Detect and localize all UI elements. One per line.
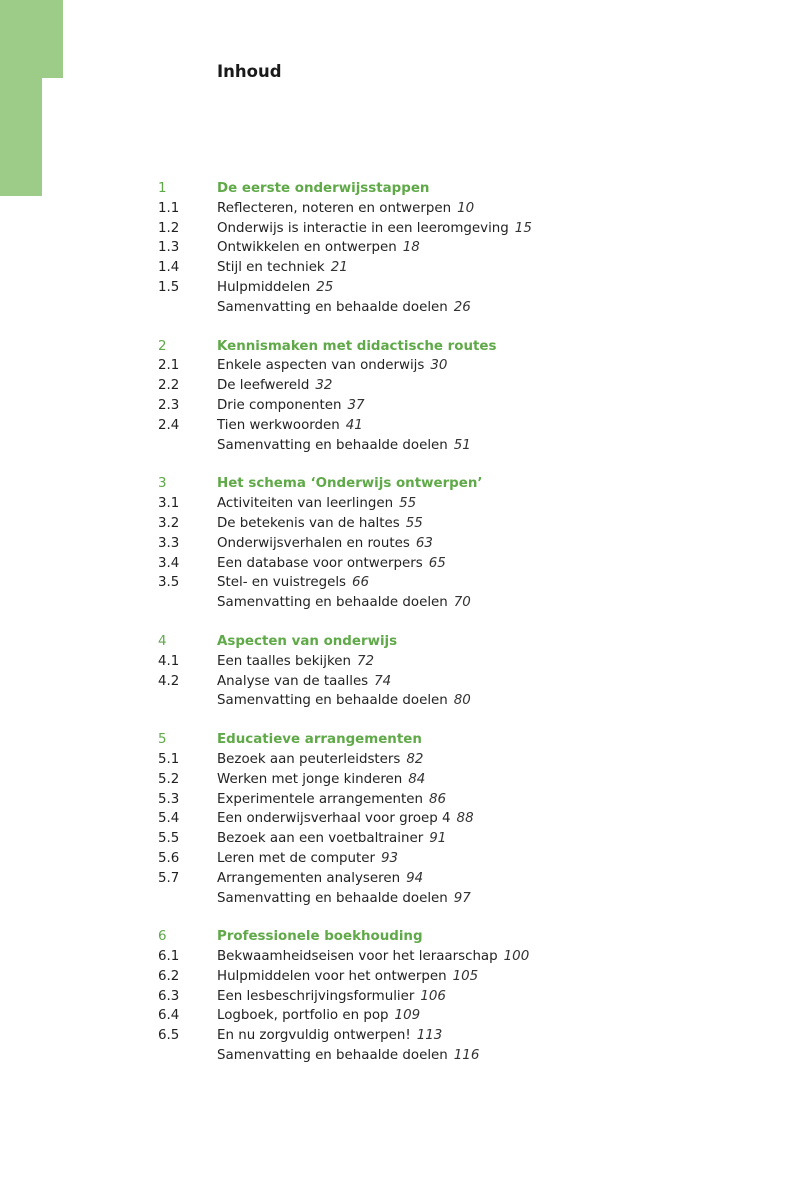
chapter-heading-row[interactable] [0,337,812,357]
section-page-number: 66 [352,575,370,591]
section-page-number: 55 [405,515,423,531]
section-entry [217,790,446,810]
chapter-heading-row[interactable] [0,474,812,494]
section-title: Bezoek aan een voetbaltrainer [217,831,424,847]
section-row[interactable] [0,278,812,298]
section-title: Reflecteren, noteren en ontwerpen [217,200,452,216]
section-title: Een lesbeschrijvingsformulier [217,988,415,1004]
section-number: 5.2 [158,771,180,787]
section-title: Bezoek aan peuterleidsters [217,751,401,767]
section-number: 3.4 [158,555,180,571]
section-title: Enkele aspecten van onderwijs [217,358,425,374]
section-page-number: 15 [514,220,532,236]
section-entry [217,1026,442,1046]
section-number: 5.6 [158,850,180,866]
section-row[interactable] [0,967,812,987]
section-page-number: 37 [347,397,365,413]
section-entry [217,1046,479,1066]
section-row[interactable] [0,436,812,456]
section-page-number: 65 [428,555,446,571]
section-row[interactable] [0,770,812,790]
section-page-number: 94 [406,870,424,886]
chapter-number: 1 [158,181,167,196]
section-page-number: 25 [316,279,334,295]
section-row[interactable] [0,416,812,436]
section-number: 6.4 [158,1008,180,1024]
section-title: De betekenis van de haltes [217,515,400,531]
section-entry [217,573,369,593]
section-page-number: 51 [453,437,471,453]
section-title: Stel- en vuistregels [217,575,347,591]
section-entry [217,258,348,278]
section-row[interactable] [0,1026,812,1046]
section-page-number: 109 [394,1008,421,1024]
section-page-number: 72 [356,653,374,669]
section-title: Samenvatting en behaalde doelen [217,595,448,611]
section-page-number: 116 [453,1048,480,1064]
section-title: Onderwijs is interactie in een leeromgeving [217,220,509,236]
section-title: Samenvatting en behaalde doelen [217,1048,448,1064]
section-page-number: 100 [503,949,530,965]
section-entry [217,889,471,909]
section-title: Analyse van de taalles [217,673,369,689]
section-row[interactable] [0,554,812,574]
section-number: 2.2 [158,378,180,394]
section-row[interactable] [0,987,812,1007]
section-number: 6.1 [158,949,180,965]
section-page-number: 41 [345,417,363,433]
section-title: Hulpmiddelen [217,279,311,295]
section-number: 1.3 [158,240,180,256]
chapter-block [0,632,812,711]
section-number: 3.1 [158,496,180,512]
section-entry [217,691,471,711]
section-number: 1.1 [158,200,180,216]
chapter-block [0,179,812,318]
chapter-title: Kennismaken met didactische routes [217,338,497,354]
section-entry [217,967,478,987]
chapter-title: Het schema ‘Onderwijs ontwerpen’ [217,476,483,492]
section-entry [217,750,423,770]
chapter-title: Professionele boekhouding [217,929,423,945]
section-title: Een onderwijsverhaal voor groep 4 [217,811,451,827]
section-page-number: 88 [456,811,474,827]
section-number: 4.1 [158,653,180,669]
section-row[interactable] [0,494,812,514]
section-row[interactable] [0,672,812,692]
section-title: De leefwereld [217,378,310,394]
table-of-contents [0,179,812,1085]
section-row[interactable] [0,849,812,869]
section-row[interactable] [0,809,812,829]
section-row[interactable] [0,750,812,770]
section-row[interactable] [0,258,812,278]
section-title: Drie componenten [217,397,342,413]
section-entry [217,829,446,849]
chapter-title: Aspecten van onderwijs [217,633,398,649]
section-page-number: 106 [420,988,446,1004]
section-entry [217,199,474,219]
section-row[interactable] [0,514,812,534]
section-title: Arrangementen analyseren [217,870,401,886]
section-entry [217,593,471,613]
section-page-number: 30 [430,358,448,374]
section-title: Logboek, portfolio en pop [217,1008,389,1024]
section-entry [217,652,374,672]
section-page-number: 91 [429,831,447,847]
section-number: 3.3 [158,535,180,551]
section-number: 5.7 [158,870,180,886]
section-number: 4.2 [158,673,180,689]
section-title: Activiteiten van leerlingen [217,496,394,512]
section-entry [217,278,333,298]
section-title: Een taalles bekijken [217,653,351,669]
chapter-heading-row[interactable] [0,730,812,750]
chapter-block [0,337,812,456]
section-number: 5.5 [158,831,180,847]
section-number: 3.5 [158,575,180,591]
section-page-number: 105 [452,968,479,984]
chapter-block [0,730,812,908]
section-title: Werken met jonge kinderen [217,771,403,787]
section-row[interactable] [0,1046,812,1066]
section-entry [217,554,446,574]
section-entry [217,534,433,554]
section-title: Een database voor ontwerpers [217,555,423,571]
section-page-number: 97 [453,890,471,906]
section-row[interactable] [0,593,812,613]
section-number: 2.1 [158,358,180,374]
section-number: 5.4 [158,811,180,827]
section-row[interactable] [0,1006,812,1026]
section-entry [217,809,474,829]
section-entry [217,298,471,318]
section-entry [217,514,423,534]
section-row[interactable] [0,889,812,909]
section-page-number: 74 [374,673,392,689]
chapter-block [0,474,812,613]
section-page-number: 21 [330,260,348,276]
section-number: 6.2 [158,968,180,984]
section-number: 3.2 [158,515,180,531]
chapter-title: De eerste onderwijsstappen [217,181,430,196]
section-entry [217,356,447,376]
section-entry [217,376,332,396]
section-entry [217,770,425,790]
decorative-green-block [0,0,63,78]
section-page-number: 80 [453,693,471,709]
section-row[interactable] [0,199,812,219]
section-page-number: 32 [315,378,333,394]
chapter-heading-row[interactable] [0,927,812,947]
section-title: Samenvatting en behaalde doelen [217,693,448,709]
chapter-heading-row[interactable] [0,179,812,199]
section-page-number: 82 [406,751,424,767]
section-row[interactable] [0,691,812,711]
section-row[interactable] [0,534,812,554]
section-row[interactable] [0,356,812,376]
section-row[interactable] [0,238,812,258]
chapter-number: 5 [158,732,167,748]
section-title: Tien werkwoorden [217,417,340,433]
chapter-number: 4 [158,633,167,649]
section-page-number: 10 [457,200,475,216]
section-row[interactable] [0,396,812,416]
section-page-number: 93 [381,850,399,866]
section-number: 6.5 [158,1028,180,1044]
section-title: Experimentele arrangementen [217,791,423,807]
section-row[interactable] [0,947,812,967]
section-number: 5.3 [158,791,180,807]
section-title: Leren met de computer [217,850,376,866]
section-title: Samenvatting en behaalde doelen [217,299,448,315]
section-title: Samenvatting en behaalde doelen [217,437,448,453]
section-row[interactable] [0,298,812,318]
chapter-number: 6 [158,929,167,945]
section-page-number: 70 [453,595,471,611]
page-title: Inhoud [217,62,282,81]
section-number: 1.4 [158,260,180,276]
section-row[interactable] [0,652,812,672]
section-entry [217,1006,420,1026]
section-entry [217,219,532,239]
chapter-title: Educatieve arrangementen [217,732,422,748]
section-entry [217,396,365,416]
section-title: Samenvatting en behaalde doelen [217,890,448,906]
section-entry [217,494,416,514]
section-entry [217,416,363,436]
chapter-heading-row[interactable] [0,632,812,652]
section-entry [217,238,420,258]
section-entry [217,672,391,692]
section-number: 5.1 [158,751,180,767]
section-entry [217,436,471,456]
chapter-block [0,927,812,1066]
section-entry [217,947,529,967]
section-row[interactable] [0,376,812,396]
section-entry [217,987,446,1007]
section-page-number: 55 [399,496,417,512]
chapter-number: 2 [158,338,167,354]
section-page-number: 84 [408,771,426,787]
section-title: Stijl en techniek [217,260,325,276]
section-page-number: 86 [428,791,447,807]
section-title: Hulpmiddelen voor het ontwerpen [217,968,447,984]
section-title: Onderwijsverhalen en routes [217,535,410,551]
section-entry [217,869,423,889]
section-number: 1.5 [158,279,180,295]
section-number: 1.2 [158,220,180,236]
section-page-number: 18 [402,240,420,256]
section-number: 2.3 [158,397,180,413]
section-number: 2.4 [158,417,180,433]
section-row[interactable] [0,573,812,593]
section-title: Bekwaamheidseisen voor het leraarschap [217,949,498,965]
section-page-number: 26 [453,299,471,315]
section-entry [217,849,398,869]
section-page-number: 63 [415,535,433,551]
chapter-number: 3 [158,476,167,492]
section-number: 6.3 [158,988,180,1004]
section-row[interactable] [0,790,812,810]
section-title: Ontwikkelen en ontwerpen [217,240,397,256]
section-row[interactable] [0,219,812,239]
section-title: En nu zorgvuldig ontwerpen! [217,1028,411,1044]
section-page-number: 113 [416,1028,443,1044]
section-row[interactable] [0,869,812,889]
section-row[interactable] [0,829,812,849]
